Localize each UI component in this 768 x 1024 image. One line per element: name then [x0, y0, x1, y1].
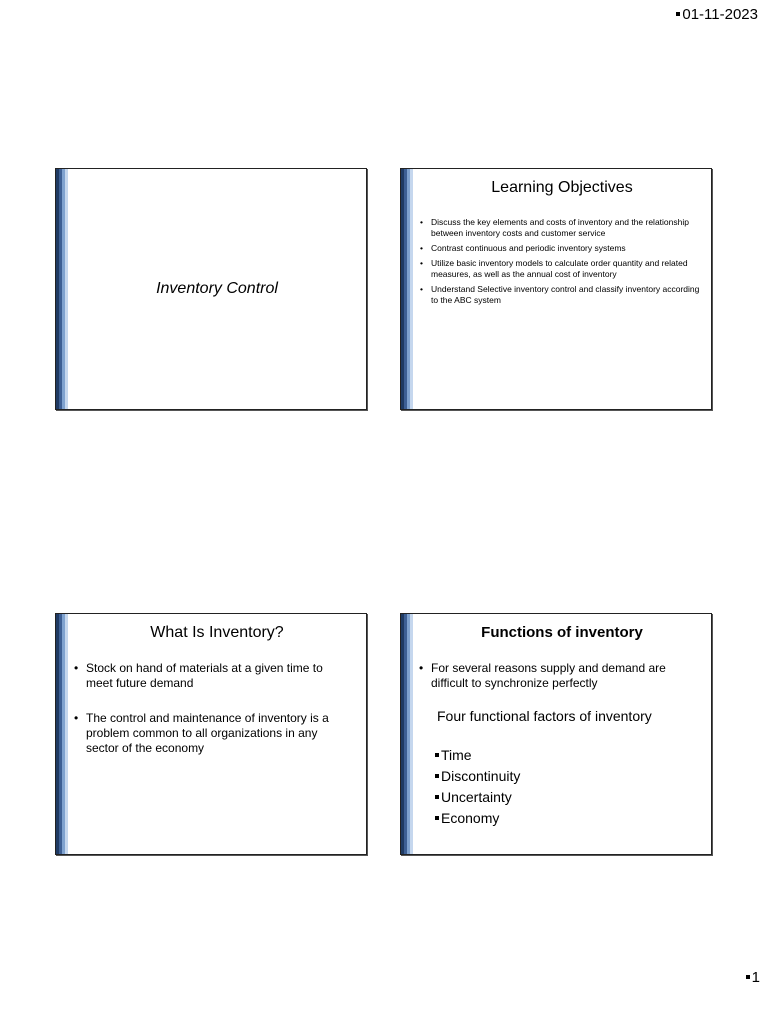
factor-list — [435, 745, 520, 829]
slide-stripe — [56, 614, 68, 854]
slide-1 — [55, 168, 367, 410]
bullet-item: • Contrast continuous and periodic inventory systems — [419, 243, 701, 254]
page-number-text: 1 — [751, 969, 760, 986]
bullet-item: • Stock on hand of materials at a given time to meet future demand — [72, 661, 342, 691]
factor-item: Uncertainty — [435, 787, 520, 808]
slide-stripe — [56, 169, 68, 409]
slide-title: Learning Objectives — [491, 179, 633, 196]
factor-item: Discontinuity — [435, 766, 520, 787]
slide-3 — [55, 613, 367, 855]
bullet-item: • The control and maintenance of inventory is a problem common to all organizations in any sector of the economy — [72, 711, 342, 756]
bullet-list — [417, 661, 687, 711]
square-bullet-icon — [676, 12, 680, 16]
slide-4 — [400, 613, 712, 855]
slide-stripe — [401, 169, 413, 409]
bullet-list — [72, 661, 342, 776]
bullet-list — [419, 217, 701, 310]
slide-title: Inventory Control — [156, 280, 278, 297]
bullet-item: • For several reasons supply and demand are difficult to synchronize perfectly — [417, 661, 687, 691]
slide-stripe — [401, 614, 413, 854]
page-number — [746, 969, 760, 986]
factor-item: Economy — [435, 808, 520, 829]
slide-2 — [400, 168, 712, 410]
factor-item: Time — [435, 745, 520, 766]
slide-title: Functions of inventory — [481, 624, 643, 641]
slide-title: What Is Inventory? — [150, 624, 284, 641]
header-date — [676, 6, 758, 23]
subheading: Four functional factors of inventory — [437, 708, 652, 724]
bullet-item: • Understand Selective inventory control and classify inventory according to the ABC system — [419, 284, 701, 306]
date-text: 01-11-2023 — [682, 6, 758, 23]
bullet-item: • Utilize basic inventory models to calculate order quantity and related measures, as well as the annual cost of inventory — [419, 258, 701, 280]
square-bullet-icon — [746, 975, 750, 979]
bullet-item: • Discuss the key elements and costs of inventory and the relationship between inventory costs and customer service — [419, 217, 701, 239]
